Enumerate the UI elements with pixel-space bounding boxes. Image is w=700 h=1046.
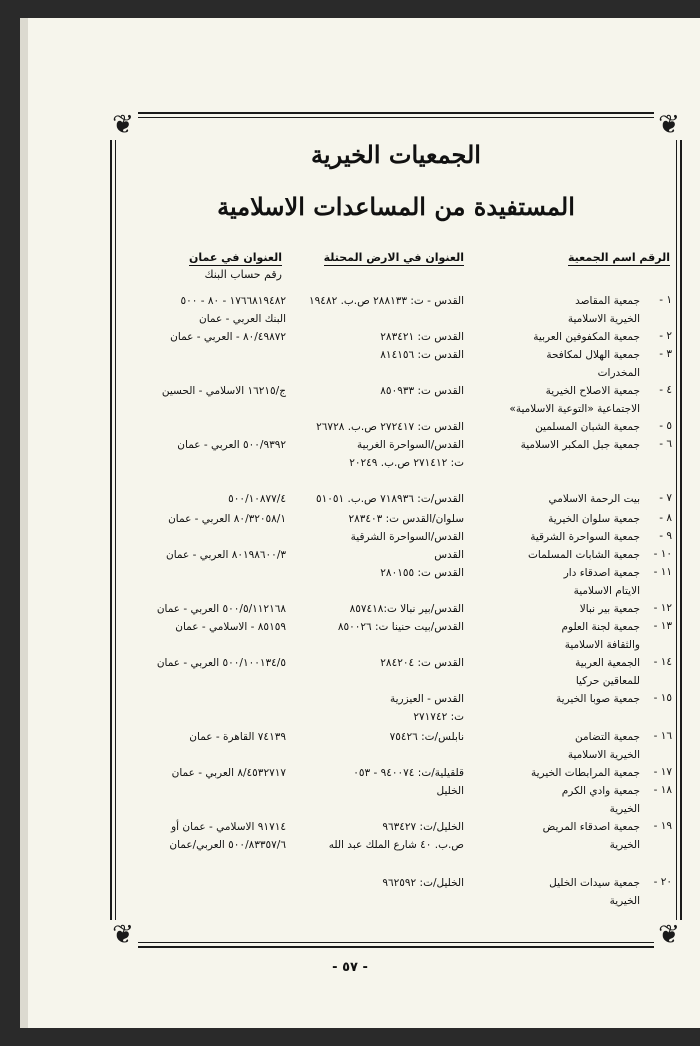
row-number: ١٩ -: [653, 820, 672, 832]
bank-account: ٨٥١٥٩ - الاسلامي - عمان: [175, 621, 286, 633]
row-number: ٩ -: [659, 530, 672, 542]
address-occupied: القدس/بيت حنينا ت: ٨٥٠٠٢٦: [337, 621, 464, 633]
bank-account: ج/١٦٢١٥ الاسلامي - الحسين: [161, 385, 286, 397]
society-name: جمعية المرابطات الخيرية: [530, 767, 640, 779]
society-name: الخيرية الاسلامية: [567, 749, 640, 761]
corner-ornament-icon: ❦: [108, 110, 138, 140]
row-number: ٥ -: [659, 420, 672, 432]
bank-account: ٥٠٠/٨٣٣٥٧/٦ العربي/عمان: [169, 839, 286, 851]
column-header-address-amman: العنوان في عمان: [188, 251, 282, 264]
row-number: ١٠ -: [653, 548, 672, 560]
row-number: ١٢ -: [653, 602, 672, 614]
row-number: ٨ -: [659, 512, 672, 524]
row-number: ٤ -: [659, 384, 672, 396]
address-occupied: القدس: [434, 549, 464, 561]
bank-account: ٥٠٠/١٠٠١٣٤/٥ العربي - عمان: [156, 657, 286, 669]
corner-ornament-icon: ❦: [654, 920, 684, 950]
row-number: ١٦ -: [653, 730, 672, 742]
row-number: ٢ -: [659, 330, 672, 342]
address-occupied: القدس/بير نبالا ت:٨٥٧٤١٨: [349, 603, 464, 615]
row-number: ٢٠ -: [653, 876, 672, 888]
address-occupied: ت: ٢٧١٤١٢ ص.ب. ٢٠٢٤٩: [349, 457, 464, 469]
bank-account: ٧٤١٣٩ القاهرة - عمان: [189, 731, 286, 743]
bank-account: ٨٠١٩٨٦٠٠/٣ العربي - عمان: [166, 549, 286, 561]
row-number: ٦ -: [659, 438, 672, 450]
society-name: جمعية الهلال لمكافحة: [546, 349, 640, 361]
address-occupied: نابلس/ت: ٧٥٤٢٦: [389, 731, 464, 743]
row-number: ١٣ -: [653, 620, 672, 632]
society-name: جمعية الشبان المسلمين: [535, 421, 640, 433]
society-name: جمعية السواحرة الشرقية: [530, 531, 640, 543]
page-title: الجمعيات الخيرية: [311, 140, 481, 169]
address-occupied: الخليل/ت: ٩٦٢٥٩٢: [382, 877, 464, 889]
address-occupied: الخليل: [436, 785, 464, 797]
column-header-name: الرقم اسم الجمعية: [567, 251, 670, 264]
address-occupied: القدس/السواحرة الغربية: [357, 439, 464, 451]
society-name: الاجتماعية «التوعية الاسلامية»: [509, 403, 640, 415]
page-subtitle: المستفيدة من المساعدات الاسلامية: [217, 192, 575, 221]
society-name: جمعية اصدقاء المريض: [542, 821, 640, 833]
bank-account: ٥٠٠/٥/١١٢١٦٨ العربي - عمان: [156, 603, 286, 615]
society-name: الجمعية العربية: [575, 657, 640, 669]
bank-account: ٨٠/٣٢٠٥٨/١ العربي - عمان: [168, 513, 286, 525]
address-occupied: القدس ت: ٢٨٣٤٢١: [380, 331, 464, 343]
row-number: ١٧ -: [653, 766, 672, 778]
society-name: جمعية صوبا الخيرية: [556, 693, 640, 705]
society-name: الخيرية الاسلامية: [567, 313, 640, 325]
society-name: جمعية وادي الكرم: [561, 785, 640, 797]
bank-account: ١٧٦٦٨١٩٤٨٢ - ٨٠ - ٥٠٠: [180, 295, 286, 307]
society-name: جمعية بير نبالا: [579, 603, 640, 615]
column-header-address-occupied: العنوان في الارض المحتلة: [323, 251, 464, 264]
bank-account: ٨٠/٤٩٨٧٢ - العربي - عمان: [170, 331, 286, 343]
corner-ornament-icon: ❦: [654, 110, 684, 140]
address-occupied: القدس/ت: ٧١٨٩٣٦ ص.ب. ٥١٠٥١: [315, 493, 464, 505]
bank-account: ٥٠٠/٩٣٩٢ العربي - عمان: [177, 439, 286, 451]
address-occupied: القدس/السواحرة الشرقية: [350, 531, 464, 543]
bank-account: ٩١٧١٤ الاسلامي - عمان أو: [171, 821, 286, 833]
society-name: جمعية سلوان الخيرية: [548, 513, 640, 525]
society-name: جمعية الشابات المسلمات: [528, 549, 640, 561]
row-number: ٣ -: [659, 348, 672, 360]
society-name: الخيرية: [609, 839, 640, 851]
address-occupied: سلوان/القدس ت: ٢٨٣٤٠٣: [348, 513, 464, 525]
society-name: والثقافة الاسلامية: [564, 639, 640, 651]
society-name: للمعاقين حركيا: [575, 675, 640, 687]
address-occupied: القدس ت: ٨٥٠٩٣٣: [380, 385, 464, 397]
society-name: جمعية المكفوفين العربية: [533, 331, 640, 343]
column-header-bank-account: رقم حساب البنك: [204, 268, 282, 281]
address-occupied: القدس ت: ٢٨٠١٥٥: [380, 567, 464, 579]
society-name: الخيرية: [609, 895, 640, 907]
society-name: جمعية المقاصد: [575, 295, 640, 307]
bank-account: ٨/٤٥٣٢٧١٧ العربي - عمان: [171, 767, 286, 779]
row-number: ٧ -: [659, 492, 672, 504]
society-name: جمعية جبل المكبر الاسلامية: [520, 439, 640, 451]
society-name: جمعية التضامن: [575, 731, 640, 743]
bank-account: البنك العربي - عمان: [199, 313, 286, 325]
society-name: جمعية اصدقاء دار: [563, 567, 640, 579]
society-name: المخدرات: [597, 367, 640, 379]
society-name: جمعية سيدات الخليل: [549, 877, 640, 889]
row-number: ١١ -: [653, 566, 672, 578]
row-number: ١٥ -: [653, 692, 672, 704]
address-occupied: ت: ٢٧١٧٤٢: [413, 711, 464, 723]
address-occupied: الخليل/ت: ٩٦٣٤٢٧: [382, 821, 464, 833]
address-occupied: القدس - العيزرية: [390, 693, 464, 705]
row-number: ١٤ -: [653, 656, 672, 668]
address-occupied: القدس ت: ٢٨٤٢٠٤: [380, 657, 464, 669]
address-occupied: ص.ب. ٤٠ شارع الملك عبد الله: [328, 839, 464, 851]
bank-account: ٥٠٠/١٠٨٧٧/٤: [228, 493, 286, 505]
row-number: ١ -: [659, 294, 672, 306]
society-name: جمعية لجنة العلوم: [561, 621, 640, 633]
corner-ornament-icon: ❦: [108, 920, 138, 950]
address-occupied: قلقيلية/ت: ٩٤٠٠٧٤ - ٠٥٣: [353, 767, 464, 779]
address-occupied: القدس ت: ٢٧٢٤١٧ ص.ب. ٢٦٧٢٨: [316, 421, 464, 433]
address-occupied: القدس - ت: ٢٨٨١٣٣ ص.ب. ١٩٤٨٢: [309, 295, 464, 307]
page-number: - ٥٧ -: [332, 960, 368, 975]
society-name: الخيرية: [609, 803, 640, 815]
page-spine-shadow: [20, 18, 28, 1028]
society-name: بيت الرحمة الاسلامي: [548, 493, 640, 505]
address-occupied: القدس ت: ٨١٤١٥٦: [380, 349, 464, 361]
row-number: ١٨ -: [653, 784, 672, 796]
society-name: جمعية الاصلاح الخيرية: [545, 385, 640, 397]
society-name: الايتام الاسلامية: [573, 585, 640, 597]
